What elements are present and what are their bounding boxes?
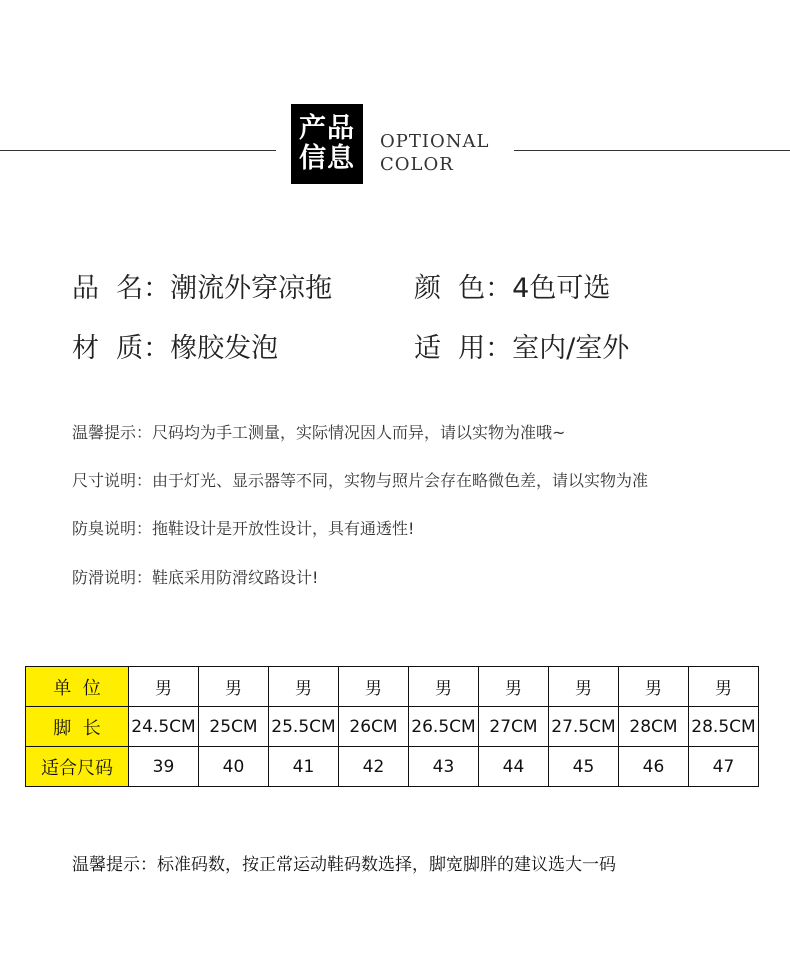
product-usage-row <box>414 326 629 365</box>
note-measurement: 温馨提示：尺码均为手工测量，实际情况因人而异，请以实物为准哦~ <box>72 423 566 442</box>
table-cell: 25.5CM <box>269 707 339 747</box>
product-color-row <box>414 266 610 305</box>
table-cell: 男 <box>479 667 549 707</box>
table-cell: 45 <box>549 747 619 787</box>
product-material-label: 材 质： <box>72 333 171 364</box>
product-material-row <box>72 326 278 365</box>
note-color-difference: 尺寸说明：由于灯光、显示器等不同，实物与照片会存在略微色差，请以实物为准 <box>72 471 649 490</box>
table-cell: 男 <box>549 667 619 707</box>
product-name-label: 品 名： <box>72 273 171 304</box>
table-cell: 26CM <box>339 707 409 747</box>
row-header-unit: 单 位 <box>26 667 129 707</box>
table-cell: 24.5CM <box>129 707 199 747</box>
table-row-size <box>26 747 759 787</box>
right-divider-line <box>514 150 790 151</box>
table-cell: 男 <box>409 667 479 707</box>
table-cell: 27CM <box>479 707 549 747</box>
table-cell: 男 <box>129 667 199 707</box>
table-cell: 42 <box>339 747 409 787</box>
table-cell: 男 <box>689 667 759 707</box>
row-header-foot-length: 脚 长 <box>26 707 129 747</box>
table-cell: 47 <box>689 747 759 787</box>
color-label: COLOR <box>380 154 454 175</box>
table-row-unit <box>26 667 759 707</box>
badge-line-1: 产品 <box>299 113 355 144</box>
optional-color-title <box>380 130 489 176</box>
table-cell: 男 <box>269 667 339 707</box>
table-cell: 27.5CM <box>549 707 619 747</box>
table-cell: 男 <box>339 667 409 707</box>
product-name-row <box>72 266 332 305</box>
badge-line-2: 信息 <box>299 143 355 174</box>
optional-label: OPTIONAL <box>380 131 490 152</box>
table-cell: 28CM <box>619 707 689 747</box>
note-anti-odor: 防臭说明：拖鞋设计是开放性设计，具有通透性! <box>72 519 415 538</box>
table-cell: 28.5CM <box>689 707 759 747</box>
table-cell: 男 <box>619 667 689 707</box>
size-table <box>25 666 759 787</box>
table-cell: 44 <box>479 747 549 787</box>
table-cell: 41 <box>269 747 339 787</box>
row-header-size: 适合尺码 <box>26 747 129 787</box>
left-divider-line <box>0 150 276 151</box>
table-cell: 25CM <box>199 707 269 747</box>
product-color-label: 颜 色： <box>414 273 513 304</box>
table-cell: 46 <box>619 747 689 787</box>
table-cell: 26.5CM <box>409 707 479 747</box>
product-color-value: 4色可选 <box>512 273 611 304</box>
table-cell: 男 <box>199 667 269 707</box>
note-anti-slip: 防滑说明：鞋底采用防滑纹路设计! <box>72 568 319 587</box>
table-cell: 39 <box>129 747 199 787</box>
product-material-value: 橡胶发泡 <box>170 333 279 364</box>
bottom-size-tip: 温馨提示：标准码数，按正常运动鞋码数选择，脚宽脚胖的建议选大一码 <box>72 855 616 875</box>
table-cell: 40 <box>199 747 269 787</box>
table-row-foot-length <box>26 707 759 747</box>
product-info-badge <box>291 104 363 184</box>
product-name-value: 潮流外穿凉拖 <box>170 273 333 304</box>
table-cell: 43 <box>409 747 479 787</box>
product-usage-label: 适 用： <box>414 333 513 364</box>
product-usage-value: 室内/室外 <box>512 333 630 364</box>
